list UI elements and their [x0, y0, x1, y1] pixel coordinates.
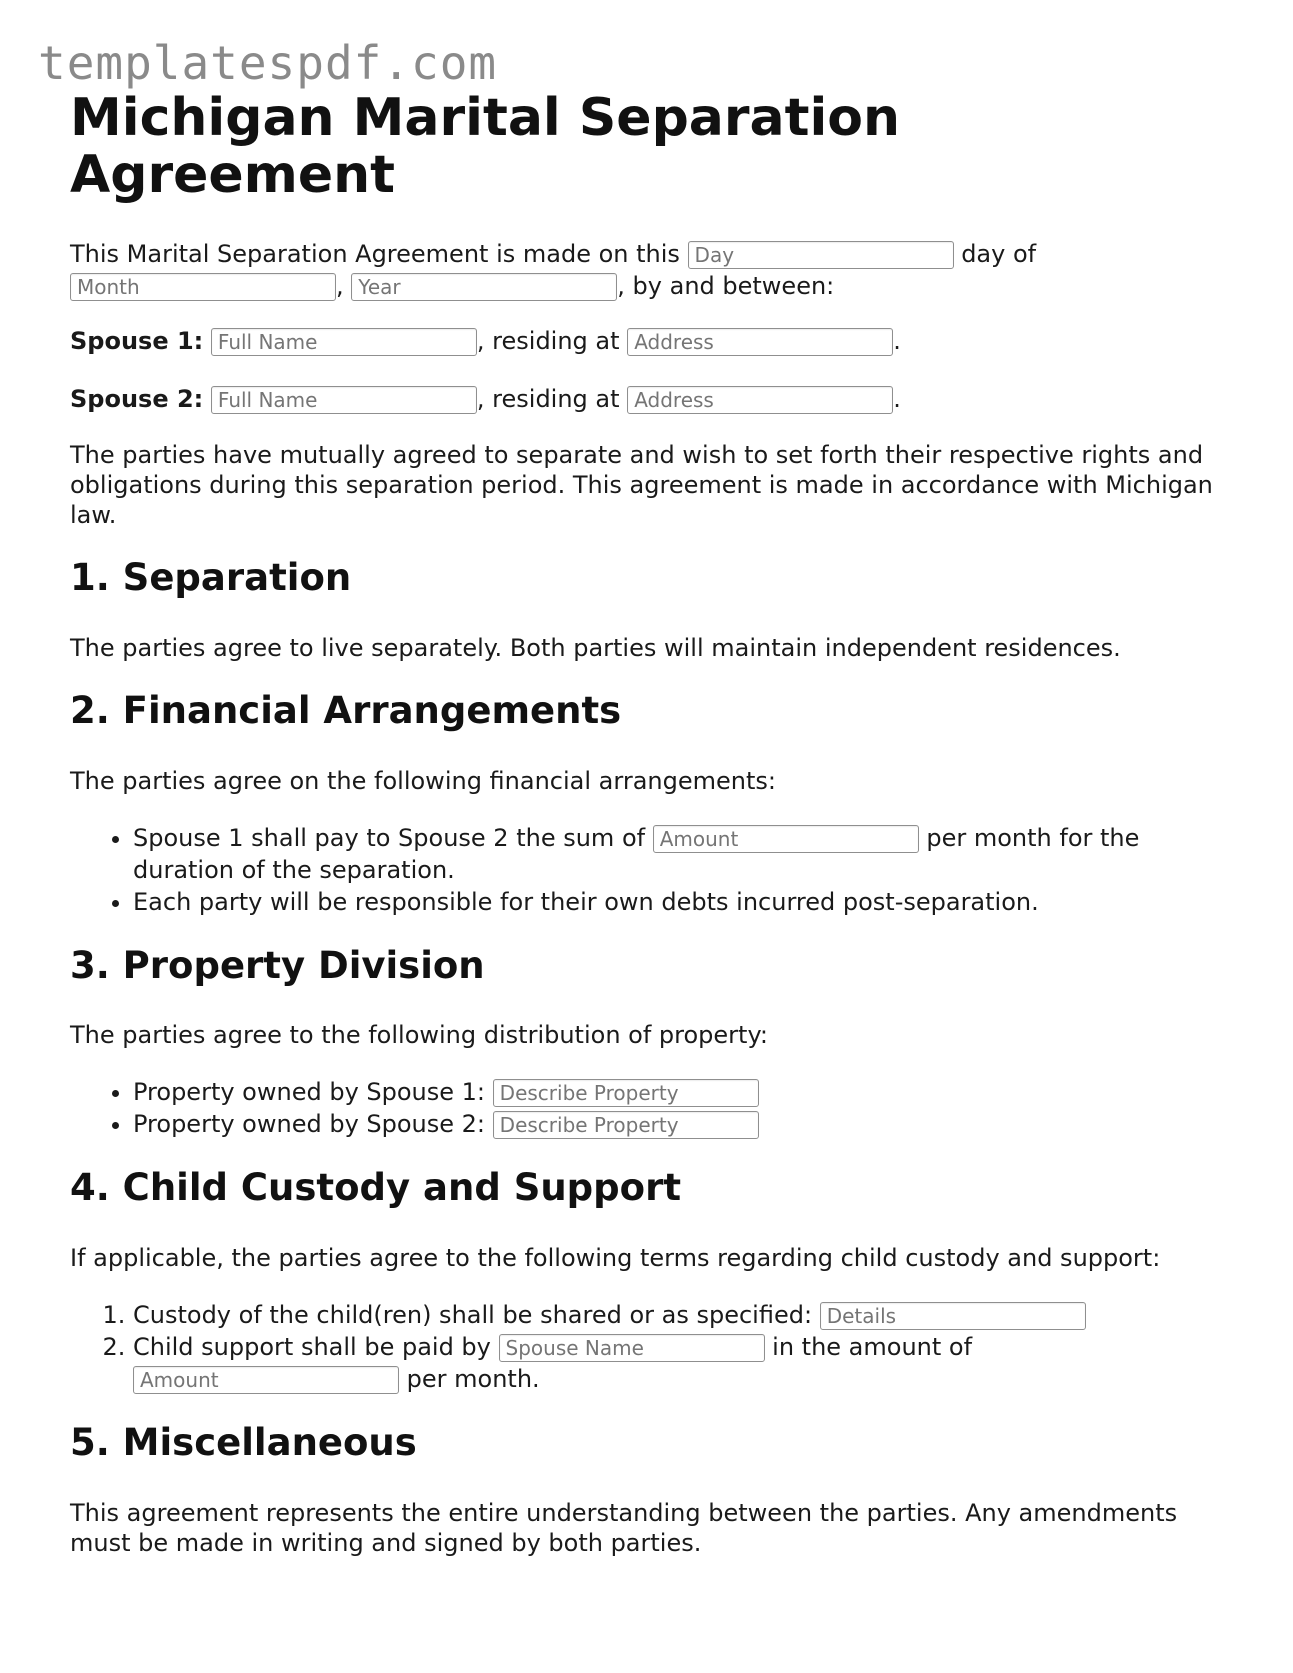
- support-text-middle: in the amount of: [772, 1333, 973, 1362]
- section-separation-heading: 1. Separation: [70, 556, 352, 600]
- spouse-2-name-field[interactable]: [211, 386, 477, 414]
- spouse-1-address-field[interactable]: [627, 328, 893, 356]
- financial-list: [70, 822, 1230, 918]
- support-spouse-name-field[interactable]: [499, 1334, 765, 1362]
- intro-comma: ,: [336, 272, 344, 301]
- financial-amount-field[interactable]: [653, 825, 919, 853]
- spouse-2-label: Spouse 2:: [70, 385, 204, 414]
- section-separation-text: The parties agree to live separately. Both parties will maintain independent residences.: [70, 634, 1121, 663]
- financial-item-debts: • Each party will be responsible for their own debts incurred post-separation.: [133, 886, 1230, 918]
- financial-item-payment: [133, 822, 1230, 886]
- support-text-after: per month.: [406, 1365, 540, 1394]
- property-spouse-1-label: Property owned by Spouse 1:: [133, 1078, 486, 1107]
- intro-paragraph: [70, 238, 1230, 302]
- support-text-before: Child support shall be paid by: [133, 1333, 491, 1362]
- property-spouse-1-field[interactable]: [493, 1079, 759, 1107]
- financial-payment-text-after: per month for the duration of the separation.: [133, 823, 1140, 884]
- financial-payment-text-before: Spouse 1 shall pay to Spouse 2 the sum of: [133, 823, 646, 852]
- intro-text-before-day: This Marital Separation Agreement is made on this: [70, 240, 680, 269]
- custody-item-custody: [133, 1299, 1230, 1331]
- section-property-text: The parties agree to the following distribution of property:: [70, 1021, 768, 1050]
- spouse-1-label: Spouse 1:: [70, 327, 204, 356]
- spouse-2-address-field[interactable]: [627, 386, 893, 414]
- property-spouse-2-field[interactable]: [493, 1111, 759, 1139]
- page-title: Michigan Marital Separation Agreement: [70, 88, 901, 206]
- month-field[interactable]: [70, 273, 336, 301]
- spouse-2-row: [70, 382, 1230, 416]
- section-custody-heading: 4. Child Custody and Support: [70, 1166, 682, 1210]
- support-amount-field[interactable]: [133, 1366, 399, 1394]
- section-property-heading: 3. Property Division: [70, 943, 485, 987]
- section-financial-text: The parties agree on the following financial arrangements:: [70, 766, 776, 795]
- custody-item-support: [133, 1331, 1230, 1395]
- section-financial-heading: 2. Financial Arrangements: [70, 689, 622, 733]
- spouse-1-name-field[interactable]: [211, 328, 477, 356]
- property-list: [70, 1076, 1230, 1140]
- spouse-1-residing-text: , residing at: [476, 327, 620, 356]
- property-item-spouse-2: [133, 1108, 1230, 1140]
- custody-list: [70, 1299, 1230, 1395]
- document-page: [70, 90, 1230, 1584]
- intro-text-after-year: , by and between:: [617, 272, 835, 301]
- day-field[interactable]: [688, 241, 954, 269]
- property-spouse-2-label: Property owned by Spouse 2:: [133, 1110, 486, 1139]
- preamble-paragraph: The parties have mutually agreed to separate and wish to set forth their respective rights and obligations during this separation period. This agreement is made in accordance with Michigan law.: [70, 441, 1213, 530]
- section-misc-heading: 5. Miscellaneous: [70, 1421, 417, 1465]
- spouse-2-period: .: [893, 385, 901, 414]
- section-custody-text: If applicable, the parties agree to the following terms regarding child custody and support:: [70, 1244, 1161, 1273]
- custody-label: Custody of the child(ren) shall be shared or as specified:: [133, 1301, 813, 1330]
- year-field[interactable]: [351, 273, 617, 301]
- section-misc-text: This agreement represents the entire understanding between the parties. Any amendments must be made in writing and signed by both parties.: [70, 1498, 1178, 1557]
- property-item-spouse-1: [133, 1076, 1230, 1108]
- custody-details-field[interactable]: [820, 1302, 1086, 1330]
- spouse-2-residing-text: , residing at: [476, 385, 620, 414]
- spouse-1-row: [70, 324, 1230, 358]
- spouse-1-period: .: [893, 327, 901, 356]
- intro-text-after-day: day of: [961, 240, 1037, 269]
- watermark: templatespdf.com: [38, 36, 498, 90]
